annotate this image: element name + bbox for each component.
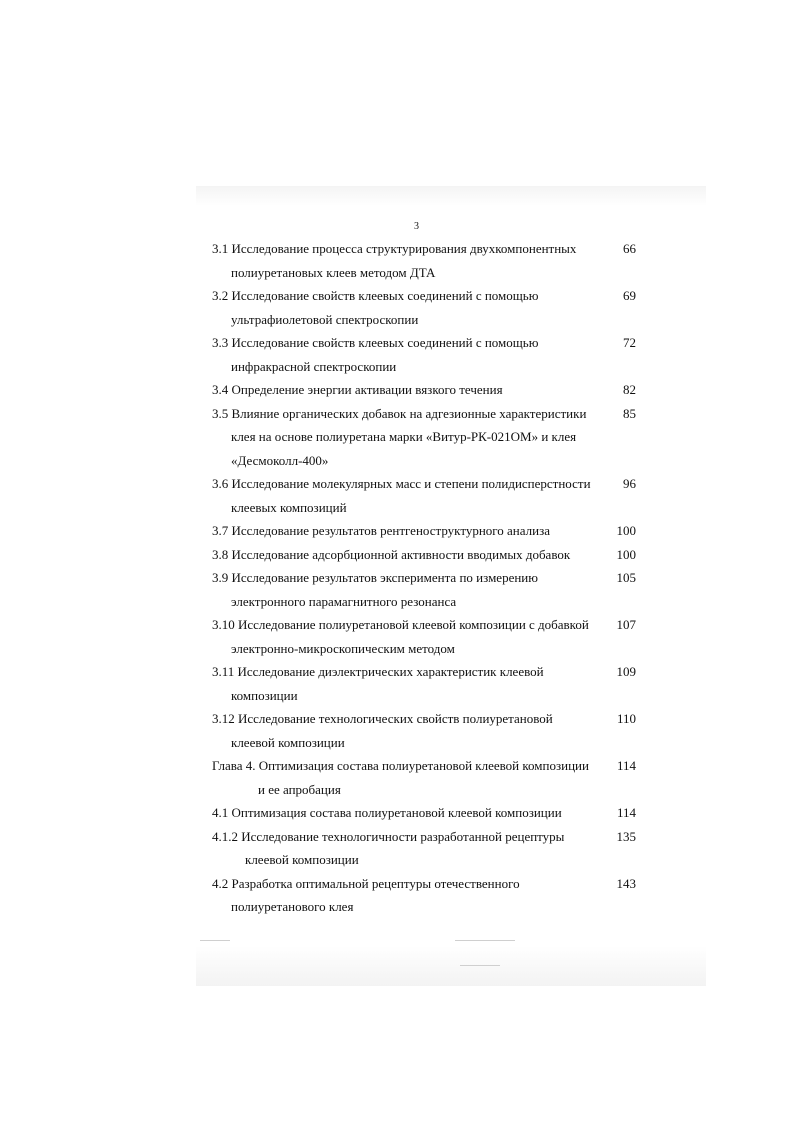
toc-entry-title-line: ультрафиолетовой спектроскопии xyxy=(231,311,419,327)
toc-entry-title-line: 3.1 Исследование процесса структурирования двухкомпонентных xyxy=(212,241,577,256)
toc-entry xyxy=(212,543,642,567)
toc-entry-title-line: 3.4 Определение энергии активации вязкого течения xyxy=(212,382,503,397)
toc-entry-page: 114 xyxy=(616,758,636,773)
toc-entry-title-line: 4.2 Разработка оптимальной рецептуры отечественного xyxy=(212,875,520,891)
toc-entry-title-line: 3.2 Исследование свойств клеевых соединений с помощью xyxy=(212,288,539,303)
toc-entry-page: 114 xyxy=(616,805,636,820)
toc-entry xyxy=(212,872,642,919)
toc-entry-page: 105 xyxy=(616,570,636,585)
toc-entry xyxy=(212,284,642,331)
toc-entry-title-line: клея на основе полиуретана марки «Витур-РК-021ОМ» и клея xyxy=(231,429,577,444)
toc-entry-title-line: 3.10 Исследование полиуретановой клеевой композиции с добавкой xyxy=(212,617,589,632)
toc-entry-title-line: электронного парамагнитного резонанса xyxy=(231,593,457,609)
toc-entry-title-line: 4.1.2 Исследование технологичности разработанной рецептуры xyxy=(212,828,565,844)
toc-entry-title-line: полиуретановых клеев методом ДТА xyxy=(231,264,436,280)
toc-entry-title-line: «Десмоколл-400» xyxy=(231,452,329,468)
toc-entry-title-line: клеевых композиций xyxy=(231,499,347,515)
page-number: 3 xyxy=(414,221,419,232)
toc-entry-title-line: 3.9 Исследование результатов эксперимента по измерению xyxy=(212,570,538,585)
toc-entry xyxy=(212,707,642,754)
toc-entry-title-line: инфракрасной спектроскопии xyxy=(231,358,397,374)
scan-artifact xyxy=(460,965,500,966)
toc-entry xyxy=(212,331,642,378)
toc-entry-title-line: Глава 4. Оптимизация состава полиуретановой клеевой композиции xyxy=(212,758,589,773)
toc-entry xyxy=(212,472,642,519)
toc-entry-title-line: электронно-микроскопическим методом xyxy=(231,640,455,656)
toc-entry-page: 143 xyxy=(616,875,636,891)
toc-entry xyxy=(212,566,642,613)
toc-entry-title-line: и ее апробация xyxy=(258,781,341,797)
toc-entry xyxy=(212,613,642,660)
toc-entry-title-line: 3.7 Исследование результатов рентгеноструктурного анализа xyxy=(212,523,550,538)
toc-entry-page: 110 xyxy=(616,711,636,726)
toc-entry xyxy=(212,825,642,872)
table-of-contents xyxy=(212,237,642,919)
toc-entry-page: 96 xyxy=(623,476,636,491)
toc-entry-title-line: 3.8 Исследование адсорбционной активности вводимых добавок xyxy=(212,546,571,562)
toc-entry-page: 100 xyxy=(616,523,636,538)
toc-entry-title-line: 3.6 Исследование молекулярных масс и степени полидисперстности xyxy=(212,476,591,491)
toc-entry-page: 135 xyxy=(616,828,636,844)
toc-entry-page: 82 xyxy=(623,382,636,397)
toc-entry xyxy=(212,237,642,284)
toc-entry-page: 69 xyxy=(623,288,636,303)
toc-entry-page: 107 xyxy=(616,617,636,632)
toc-entry-page: 100 xyxy=(616,546,636,562)
toc-entry xyxy=(212,754,642,801)
toc-entry-title-line: композиции xyxy=(231,687,298,703)
toc-entry xyxy=(212,660,642,707)
toc-entry-title-line: клеевой композиции xyxy=(231,734,345,750)
toc-entry-title-line: полиуретанового клея xyxy=(231,899,354,914)
toc-entry-title-line: 3.5 Влияние органических добавок на адгезионные характеристики xyxy=(212,405,587,421)
toc-entry xyxy=(212,402,642,473)
scan-artifact xyxy=(200,940,230,941)
scan-artifact xyxy=(455,940,515,941)
toc-entry-page: 66 xyxy=(623,241,636,256)
toc-entry-title-line: 3.3 Исследование свойств клеевых соединений с помощью xyxy=(212,335,539,350)
toc-entry-title-line: 3.11 Исследование диэлектрических характеристик клеевой xyxy=(212,664,544,679)
toc-entry-page: 109 xyxy=(616,664,636,679)
toc-entry-page: 72 xyxy=(623,335,636,350)
toc-entry-title-line: 4.1 Оптимизация состава полиуретановой клеевой композиции xyxy=(212,805,562,820)
toc-entry xyxy=(212,801,642,825)
toc-entry xyxy=(212,519,642,543)
toc-entry xyxy=(212,378,642,402)
toc-entry-title-line: 3.12 Исследование технологических свойств полиуретановой xyxy=(212,711,553,726)
toc-entry-page: 85 xyxy=(623,405,636,421)
toc-entry-title-line: клеевой композиции xyxy=(245,852,359,867)
